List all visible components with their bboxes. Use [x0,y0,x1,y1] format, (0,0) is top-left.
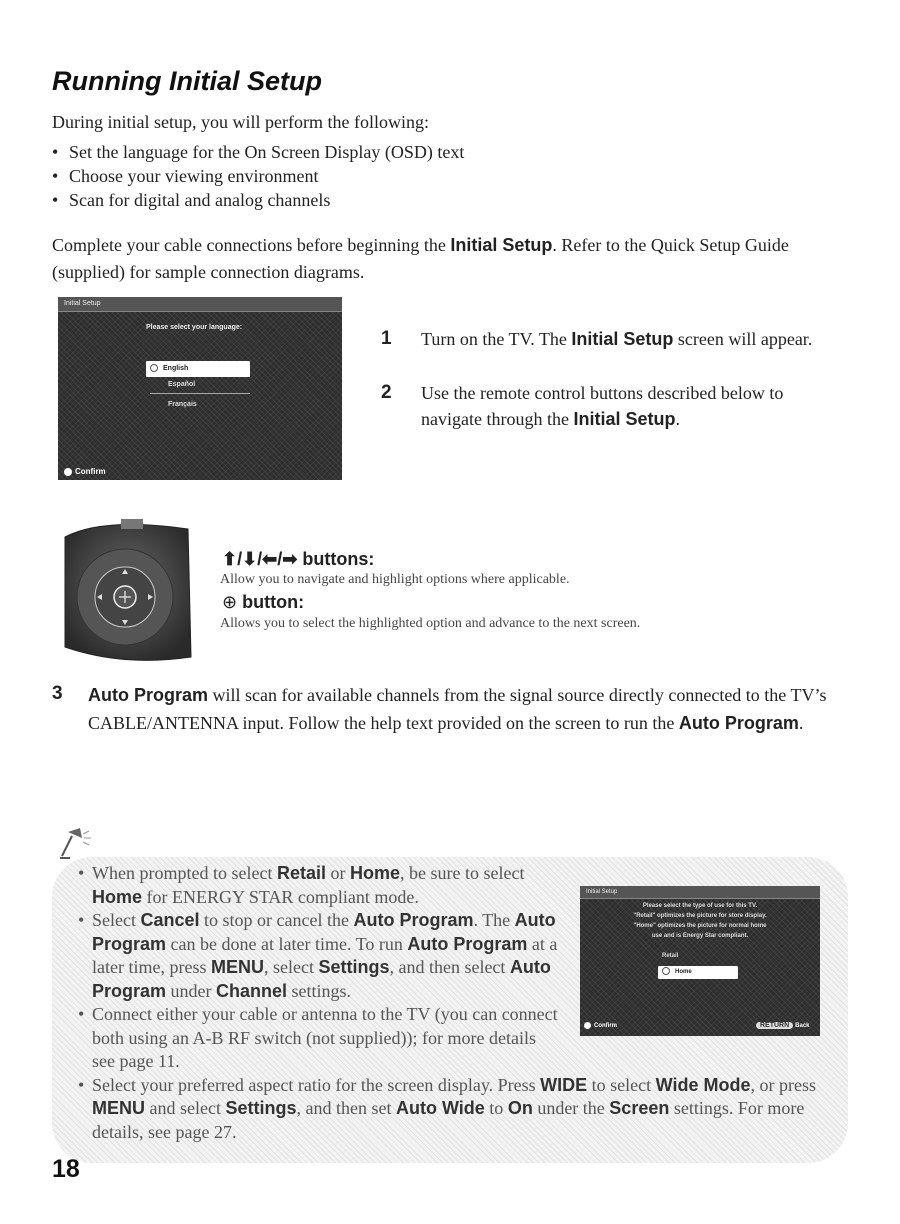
language-option-espanol: Español [168,381,196,388]
step-2-text: Use the remote control buttons described below to navigate through the Initial Setup. [421,383,784,429]
list-item: • When prompted to select Retail or Home, be sure to select Home for ENERGY STAR compliant mode. [78,862,562,909]
screen-message-line: "Home" optimizes the picture for normal home [633,923,767,929]
back-hint: RETURN Back [756,1022,810,1029]
remote-control-icon [63,517,193,664]
language-setup-screenshot [58,297,342,480]
list-item: • Set the language for the On Screen Display (OSD) text [52,140,464,164]
language-prompt: Please select your language: [146,324,243,331]
prerequisite-paragraph: Complete your cable connections before beginning the Initial Setup. Refer to the Quick Setup Guide (supplied) for sample connection diagrams. [52,235,789,282]
step-number-3: 3 [52,683,63,704]
intro-text: During initial setup, you will perform the following: [52,112,429,132]
enter-button-heading: ⊕ button: [222,592,305,612]
arrow-buttons-description: Allow you to navigate and highlight options where applicable. [220,572,570,587]
confirm-button-icon [584,1022,591,1029]
radio-icon [662,967,670,975]
arrow-buttons-heading: ⬆/⬇/⬅/➡ buttons: [222,549,375,569]
option-home: Home [658,966,738,979]
arrow-keys-icon: ⬆/⬇/⬅/➡ [222,549,303,569]
screen-message-line: Please select the type of use for this TV. [642,903,758,909]
retail-home-setup-screenshot [580,886,820,1036]
tip-lamp-icon [58,826,98,860]
step-number-2: 2 [381,382,392,403]
list-item: • Scan for digital and analog channels [52,188,464,212]
step-1-text: Turn on the TV. The Initial Setup screen will appear. [421,329,813,349]
list-item: • Choose your viewing environment [52,164,464,188]
step-number-1: 1 [381,328,392,349]
list-item: • Select Cancel to stop or cancel the Auto Program. The Auto Program can be done at later time. To run Auto Program at a later time, press MENU, select Settings, and then select Auto Program under Channel settings. [78,909,562,1003]
screen-header: Initial Setup [580,886,820,899]
enter-button-description: Allows you to select the highlighted option and advance to the next screen. [220,616,641,631]
page-number: 18 [52,1155,80,1183]
divider [150,393,250,394]
radio-icon [150,364,158,372]
enter-button-icon: ⊕ [222,592,243,612]
list-item: • Connect either your cable or antenna to the TV (you can connect both using an A-B RF switch (not supplied)); for more details see page 11. [78,1003,562,1074]
setup-tasks-list [52,140,464,212]
screen-header: Initial Setup [58,297,342,312]
option-retail: Retail [662,953,679,959]
list-item: • Select your preferred aspect ratio for the screen display. Press WIDE to select Wide Mode, or press MENU and select Settings, and then set Auto Wide to On under the Screen settings. For more details, see page 27. [78,1074,832,1145]
language-option-francais: Français [168,401,197,408]
return-key-icon: RETURN [756,1022,793,1029]
language-option-english: English [146,361,250,377]
confirm-hint: Confirm [64,467,106,476]
page-title: Running Initial Setup [52,66,322,96]
screen-message-line: use and is Energy Star compliant. [651,933,749,939]
step-3-text: Auto Program will scan for available channels from the signal source directly connected to the TV’s CABLE/ANTENNA input. Follow the help text provided on the screen to run the Auto Program. [88,685,827,733]
confirm-hint: Confirm [584,1022,617,1029]
confirm-button-icon [64,468,72,476]
screen-message-line: "Retail" optimizes the picture for store display. [633,913,767,919]
